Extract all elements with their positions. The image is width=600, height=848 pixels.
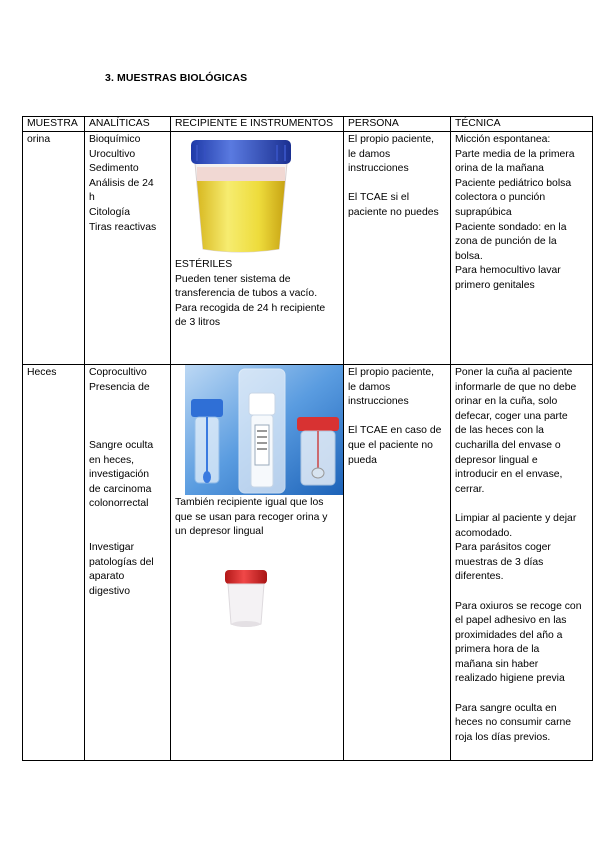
- list-item: el papel adhesivo en las: [455, 615, 567, 627]
- list-item: que el paciente no: [348, 439, 433, 451]
- list-item: investigación: [89, 469, 150, 481]
- list-item: Micción espontanea:: [455, 134, 551, 145]
- table-header-row: [23, 117, 593, 132]
- list-item: orinar en la cuña, solo: [455, 396, 558, 408]
- table-row-orina: [23, 132, 593, 365]
- list-item: El propio paciente,: [348, 367, 435, 378]
- list-item: un depresor lingual: [175, 526, 264, 538]
- list-item: Para recogida de 24 h recipiente: [175, 302, 326, 314]
- list-item: El propio paciente,: [348, 134, 435, 145]
- list-item: Citología: [89, 206, 131, 218]
- list-item: de 3 litros: [175, 317, 221, 329]
- list-item: primero genitales: [455, 279, 535, 291]
- list-item: de las heces con la: [455, 425, 544, 437]
- list-item: Limpiar al paciente y dejar: [455, 512, 577, 524]
- list-item: realizado higiene previa: [455, 673, 565, 685]
- list-item: acomodado.: [455, 527, 513, 539]
- stool-containers-image: [185, 365, 339, 495]
- list-item: orina de la mañana: [455, 163, 544, 175]
- samples-table: [22, 116, 593, 761]
- list-item: que se usan para recoger orina y: [175, 511, 328, 523]
- list-item: diferentes.: [455, 571, 504, 583]
- cell-persona-orina: [344, 132, 451, 365]
- cell-muestra-heces: Heces: [23, 365, 85, 761]
- cell-persona-heces: [344, 365, 451, 761]
- list-item: Para hemocultivo lavar: [455, 265, 561, 277]
- list-item: cerrar.: [455, 483, 485, 495]
- list-item: Presencia de: [89, 381, 150, 393]
- list-item: Poner la cuña al paciente: [455, 367, 573, 378]
- list-item: mañana sin haber: [455, 658, 539, 670]
- col-header-tecnica: TÉCNICA: [451, 117, 593, 132]
- list-item: aparato: [89, 571, 125, 583]
- list-item: paciente no puedes: [348, 206, 439, 218]
- col-header-analiticas: ANALÍTICAS: [85, 117, 171, 132]
- list-item: defecar, coger una parte: [455, 410, 568, 422]
- list-item: patologías del: [89, 556, 154, 568]
- col-header-recipiente: RECIPIENTE E INSTRUMENTOS: [171, 117, 344, 132]
- list-item: También recipiente igual que los: [175, 497, 324, 508]
- list-item: de carcinoma: [89, 483, 152, 495]
- list-item: bolsa.: [455, 250, 483, 262]
- list-item: colectora o punción: [455, 192, 546, 204]
- list-item: instrucciones: [348, 163, 409, 175]
- cell-recipiente-orina: [171, 132, 344, 365]
- list-item: Análisis de 24: [89, 177, 154, 189]
- col-header-persona: PERSONA: [344, 117, 451, 132]
- list-item: digestivo: [89, 585, 131, 597]
- list-item: muestras de 3 días: [455, 556, 544, 568]
- red-cap-container-image: [223, 568, 339, 630]
- list-item: le damos: [348, 381, 391, 393]
- list-item: depresor lingual e: [455, 454, 538, 466]
- list-item: zona de punción de la: [455, 236, 557, 248]
- cell-muestra-orina: orina: [23, 132, 85, 365]
- list-item: proximidades del año a: [455, 629, 563, 641]
- list-item: Paciente sondado: en la: [455, 221, 567, 233]
- list-item: Coprocultivo: [89, 367, 147, 378]
- list-item: Bioquímico: [89, 134, 141, 145]
- cell-tecnica-heces: [451, 365, 593, 761]
- list-item: Sangre oculta: [89, 439, 154, 451]
- list-item: Urocultivo: [89, 148, 136, 160]
- col-header-muestra: MUESTRA: [23, 117, 85, 132]
- list-item: ESTÉRILES: [175, 259, 233, 270]
- list-item: pueda: [348, 454, 377, 466]
- list-item: Tiras reactivas: [89, 221, 157, 233]
- list-item: Pueden tener sistema de: [175, 273, 291, 285]
- list-item: Paciente pediátrico bolsa: [455, 177, 572, 189]
- list-item: primera hora de la: [455, 644, 540, 656]
- list-item: le damos: [348, 148, 391, 160]
- list-item: en heces,: [89, 454, 135, 466]
- cell-tecnica-orina: [451, 132, 593, 365]
- list-item: cucharilla del envase o: [455, 439, 561, 451]
- list-item: heces no consumir carne: [455, 717, 572, 729]
- list-item: Para sangre oculta en: [455, 702, 557, 714]
- list-item: h: [89, 192, 95, 204]
- list-item: transferencia de tubos a vacío.: [175, 288, 318, 300]
- list-item: El TCAE si el: [348, 192, 410, 204]
- cell-analiticas-heces: [85, 365, 171, 761]
- cell-analiticas-orina: [85, 132, 171, 365]
- list-item: instrucciones: [348, 396, 409, 408]
- list-item: roja los días previos.: [455, 731, 551, 743]
- list-item: Sedimento: [89, 163, 139, 175]
- list-item: El TCAE en caso de: [348, 425, 442, 437]
- cell-recipiente-heces: [171, 365, 344, 761]
- section-heading: 3. MUESTRAS BIOLÓGICAS: [105, 72, 248, 84]
- list-item: Parte media de la primera: [455, 148, 575, 160]
- urine-container-image: [185, 137, 339, 255]
- list-item: introducir en el envase,: [455, 469, 563, 481]
- list-item: informarle de que no debe: [455, 381, 577, 393]
- list-item: colonorrectal: [89, 498, 149, 510]
- list-item: Para oxiuros se recoge con: [455, 600, 582, 612]
- table-row-heces: [23, 365, 593, 761]
- list-item: suprapúbica: [455, 206, 512, 218]
- list-item: Investigar: [89, 542, 135, 554]
- list-item: Para parásitos coger: [455, 542, 551, 554]
